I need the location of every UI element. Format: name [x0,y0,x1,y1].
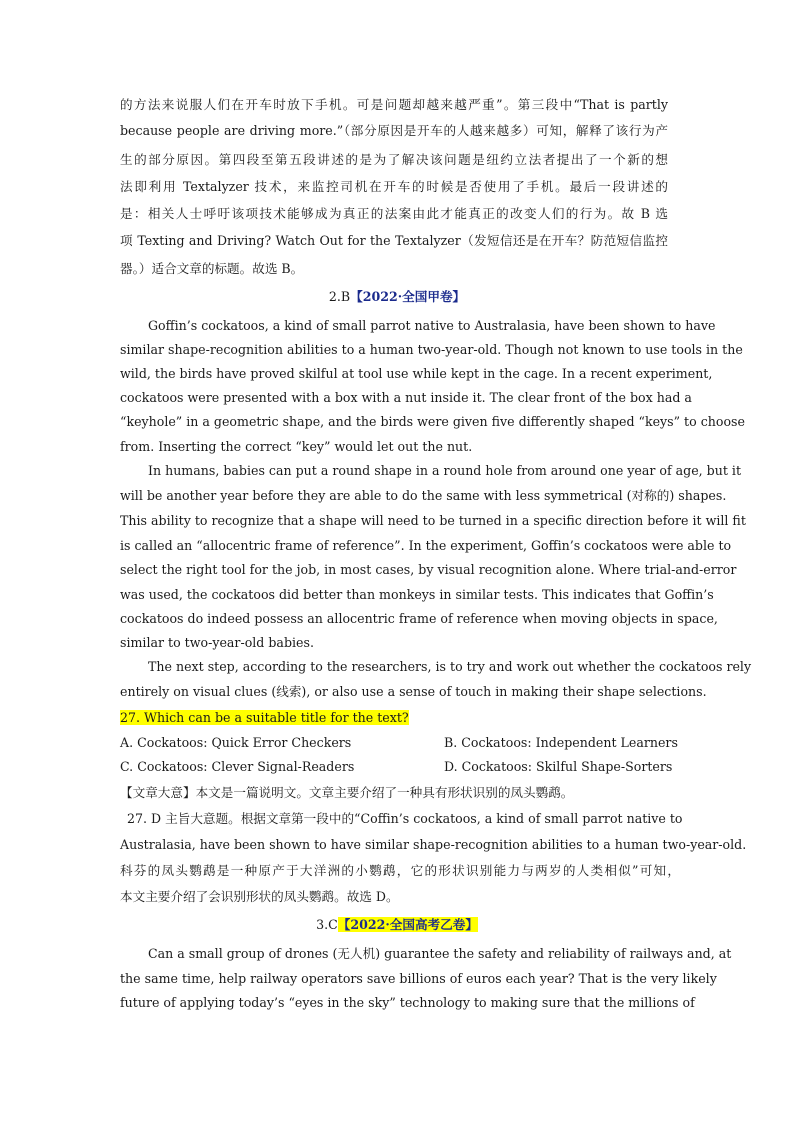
option-c: C. Cockatoos: Clever Signal-Readers [120,759,355,774]
answer-line: 27. D 主旨大意题。根据文章第一段中的“Coffin’s cockatoos, a kind of small parrot native to [127,811,683,826]
text-line: 的方法来说服人们在开车时放下手机。可是问题却越来越严重”。第三段中“That is partly [120,97,668,112]
option-b: B. Cockatoos: Independent Learners [444,735,678,750]
passage-line: the same time, help railway operators save billions of euros each year? That is the very likely [120,971,717,986]
answer-line: Australasia, have been shown to have similar shape-recognition abilities to a human two-year-old. [120,837,747,852]
passage-line: Can a small group of drones (无人机) guarantee the safety and reliability of railways and, at [148,946,732,961]
text-line: 器。）适合文章的标题。故选 B。 [120,261,304,276]
heading-number: 2.B [328,289,351,304]
heading-source: 【2022·全国甲卷】 [350,289,466,304]
passage-line: entirely on visual clues (线索), or also use a sense of touch in making their shape selections. [120,684,707,699]
options-row [120,733,680,753]
question-text: 27. Which can be a suitable title for the text? [120,710,409,725]
heading-number: 3.C [316,917,338,932]
passage-line: This ability to recognize that a shape will need to be turned in a specific direction before it will fit [120,513,746,528]
option-d: D. Cockatoos: Skilful Shape-Sorters [444,759,673,774]
passage-line: is called an “allocentric frame of reference”. In the experiment, Goffin’s cockatoos were able to [120,538,732,553]
answer-line: 本文主要介绍了会识别形状的凤头鹦鹉。故选 D。 [120,889,399,904]
text-line: because people are driving more.”（部分原因是开车的人越来越多）可知，解释了该行为产 [120,123,668,138]
passage-line: select the right tool for the job, in most cases, by visual recognition alone. Where trial-and-error [120,562,737,577]
passage-line: In humans, babies can put a round shape in a round hole from around one year of age, but it [148,463,742,478]
passage-line: cockatoos do indeed possess an allocentric frame of reference when moving objects in space, [120,611,718,626]
text-line: 生的部分原因。第四段至第五段讲述的是为了解决该问题是纽约立法者提出了一个新的想 [120,152,668,167]
text-line: 是：相关人士呼吁该项技术能够成为真正的法案由此才能真正的改变人们的行为。故 B 选 [120,206,668,221]
passage-line: wild, the birds have proved skilful at tool use while kept in the cage. In a recent experiment, [120,366,713,381]
passage-line: similar shape-recognition abilities to a human two-year-old. Though not known to use tools in the [120,342,743,357]
section-heading-2 [0,287,794,307]
article-summary: 【文章大意】本文是一篇说明文。文章主要介绍了一种具有形状识别的凤头鹦鹉。 [120,785,574,800]
heading-source: 【2022·全国高考乙卷】 [337,917,478,932]
passage-line: will be another year before they are able to do the same with less symmetrical (对称的) shapes. [120,488,727,503]
options-row [120,757,680,777]
passage-line: The next step, according to the researchers, is to try and work out whether the cockatoos rely [148,659,752,674]
option-a: A. Cockatoos: Quick Error Checkers [120,735,352,750]
question-stem [120,708,409,728]
passage-line: “keyhole” in a geometric shape, and the birds were given five differently shaped “keys” to choose [120,414,745,429]
passage-line: similar to two-year-old babies. [120,635,314,650]
passage-line: future of applying today’s “eyes in the sky” technology to making sure that the millions of [120,995,695,1010]
text-line: 项 Texting and Driving? Watch Out for the Textalyzer（发短信还是在开车？防范短信监控 [120,233,668,248]
answer-line: 科芬的凤头鹦鹉是一种原产于大洋洲的小鹦鹉，它的形状识别能力与两岁的人类相似”可知， [120,863,680,878]
passage-line: from. Inserting the correct “key” would let out the nut. [120,439,473,454]
passage-line: was used, the cockatoos did better than monkeys in similar tests. This indicates that Goffin’s [120,587,714,602]
text-line: 法即利用 Textalyzer 技术，来监控司机在开车的时候是否使用了手机。最后一段讲述的 [120,179,668,194]
passage-line: Goffin’s cockatoos, a kind of small parrot native to Australasia, have been shown to have [148,318,716,333]
section-heading-3 [0,915,794,935]
passage-line: cockatoos were presented with a box with a nut inside it. The clear front of the box had a [120,390,692,405]
